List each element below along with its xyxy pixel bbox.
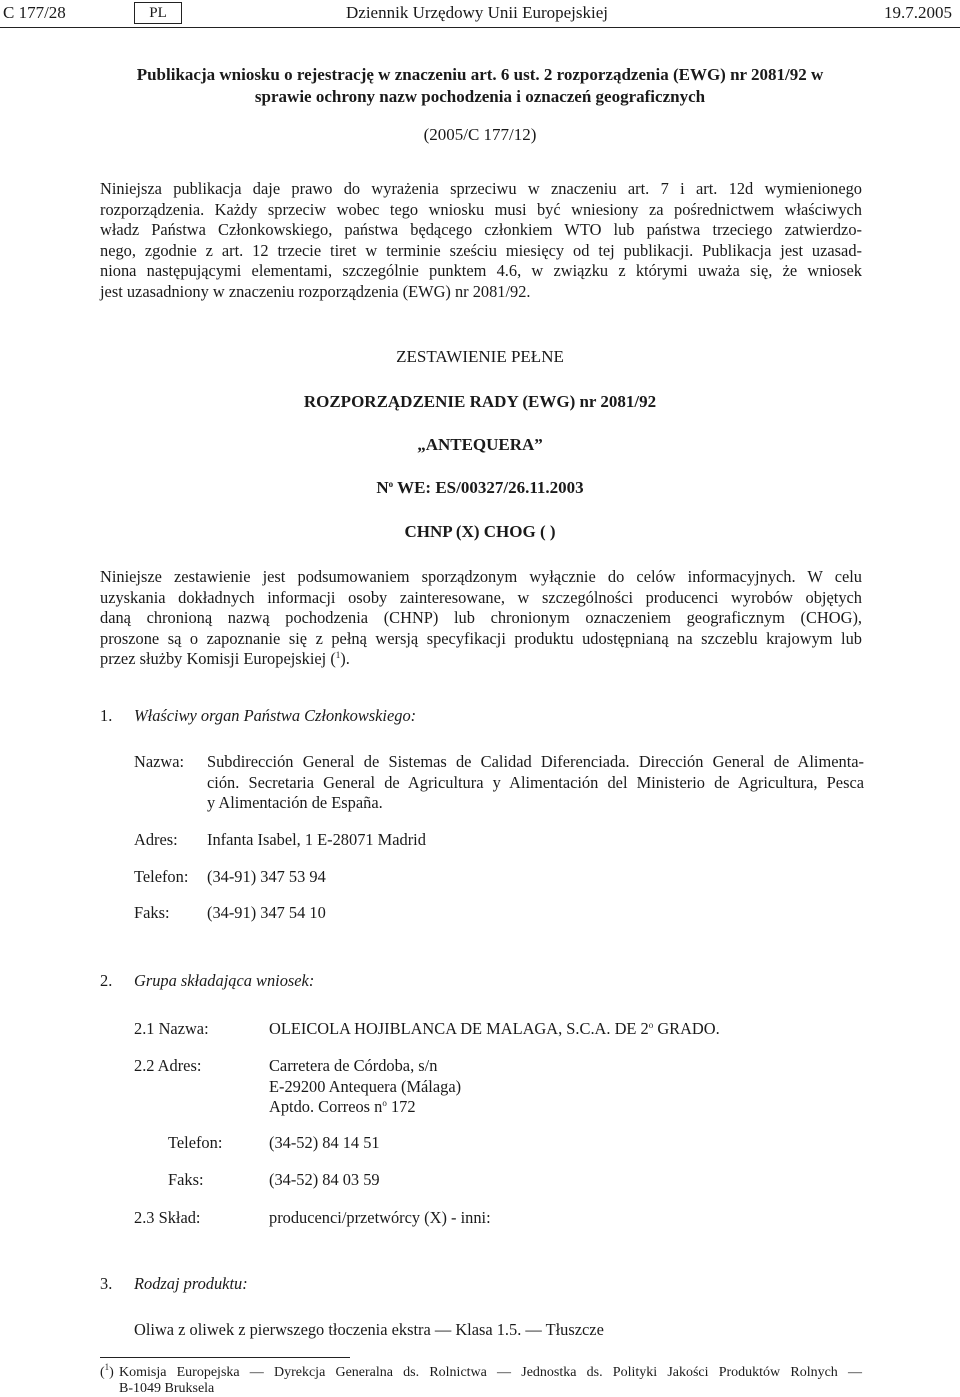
header-divider <box>0 27 960 28</box>
authority-fax-label: Faks: <box>134 903 170 922</box>
section-2-number: 2. <box>100 971 113 990</box>
authority-fax-value: (34-91) 347 54 10 <box>207 903 326 922</box>
section-3-title: Rodzaj produktu: <box>134 1274 248 1293</box>
group-phone-label: Telefon: <box>168 1133 223 1152</box>
group-composition-label: 2.3 Skład: <box>134 1208 201 1227</box>
authority-address-label: Adres: <box>134 830 178 849</box>
group-composition-value: producenci/przetwórcy (X) - inni: <box>269 1208 491 1227</box>
product-type-value: Oliwa z oliwek z pierwszego tłoczenia ekstra — Klasa 1.5. — Tłuszcze <box>134 1320 604 1339</box>
protection-type-heading: CHNP (X) CHOG ( ) <box>404 522 556 541</box>
footnote-marker: ($^1$) <box>100 1362 114 1380</box>
intro-paragraph: Niniejsza publikacja daje prawo do wyrażenia sprzeciwu w znaczeniu art. 7 i art. 12d wymienionego rozporządzenia. Każdy sprzeciw wobec tego wniosku musi być wniesiony za pośrednictwem właściwych władz Państwa Członkowskiego, państwa będącego członkiem WTO lub państwa trzeciego zatwierdzo- nego, zgodnie z art. 12 trzecie tiret w terminie sześciu miesięcy od tej publikacji. Publikacja jest uzasad- niona następującymi elementami, szczególnie punktem 4.6, w związku z którymi uważa się, że wniosek jest uzasadniony w znaczeniu rozporządzenia (EWG) nr 2081/92. <box>100 179 862 301</box>
section-1-title: Właściwy organ Państwa Członkowskiego: <box>134 706 417 725</box>
group-phone-value: (34-52) 84 14 51 <box>269 1133 380 1152</box>
group-name-label: 2.1 Nazwa: <box>134 1019 209 1038</box>
authority-phone-value: (34-91) 347 53 94 <box>207 867 326 886</box>
document-reference: (2005/C 177/12) <box>423 125 537 144</box>
footnote-reference[interactable]: 1 <box>335 650 341 661</box>
group-fax-label: Faks: <box>168 1170 204 1189</box>
group-name-value: OLEICOLA HOJIBLANCA DE MALAGA, S.C.A. DE 2$^o$ GRADO. <box>269 1019 720 1038</box>
footnote: ($^1$) Komisja Europejska — Dyrekcja Generalna ds. Rolnictwa — Jednostka ds. Polityki Jakości Produktów Rolnych — B-1049 Bruksela <box>100 1362 862 1396</box>
section-3-number: 3. <box>100 1274 113 1293</box>
group-fax-value: (34-52) 84 03 59 <box>269 1170 380 1189</box>
authority-name-label: Nazwa: <box>134 752 185 771</box>
ec-number-heading: $N^o$ WE: ES/00327/26.11.2003 <box>376 478 584 497</box>
page-reference: C 177/28 <box>3 3 66 22</box>
document-title: Publikacja wniosku o rejestrację w znaczeniu art. 6 ust. 2 rozporządzenia (EWG) nr 2081/92 w sprawie ochrony nazw pochodzenia i oznaczeń geograficznych <box>136 65 824 106</box>
authority-phone-label: Telefon: <box>134 867 189 886</box>
authority-name-value: Subdirección General de Sistemas de Calidad Diferenciada. Dirección General de Alimenta- ción. Secretaria General de Agricultura y Alimentación del Ministerio de Agricultura, Pesca y Alimentación de España. <box>207 752 864 813</box>
authority-address-value: Infanta Isabel, 1 E-28071 Madrid <box>207 830 426 849</box>
group-address-label: 2.2 Adres: <box>134 1056 202 1075</box>
regulation-heading: ROZPORZĄDZENIE RADY (EWG) nr 2081/92 <box>303 392 657 411</box>
publication-date: 19.7.2005 <box>884 3 952 22</box>
footnote-divider <box>100 1357 350 1358</box>
section-2-title: Grupa składająca wniosek: <box>134 971 315 990</box>
summary-heading: ZESTAWIENIE PEŁNE <box>396 347 564 366</box>
summary-paragraph: Niniejsze zestawienie jest podsumowaniem sporządzonym wyłącznie do celów informacyjnych. W celu uzyskania dokładnych informacji osoby zainteresowane, w szczególności producenci wyrobów objętych daną chronioną nazwą pochodzenia (CHNP) lub chronionym oznaczeniem geograficznym (CHOG), proszone są o zapoznanie się z pełną wersją specyfikacji produktu udostępnianą na szczeblu krajowym lub przez służby Komisji Europejskiej ($^1$). <box>100 567 862 669</box>
section-1-number: 1. <box>100 706 113 725</box>
journal-title: Dziennik Urzędowy Unii Europejskiej <box>346 3 609 22</box>
product-name-heading: „ANTEQUERA” <box>417 435 543 454</box>
group-address-value: Carretera de Córdoba, s/n E-29200 Antequera (Málaga) Aptdo. Correos $n^o$ 172 <box>269 1056 462 1117</box>
language-badge: PL <box>134 2 182 24</box>
